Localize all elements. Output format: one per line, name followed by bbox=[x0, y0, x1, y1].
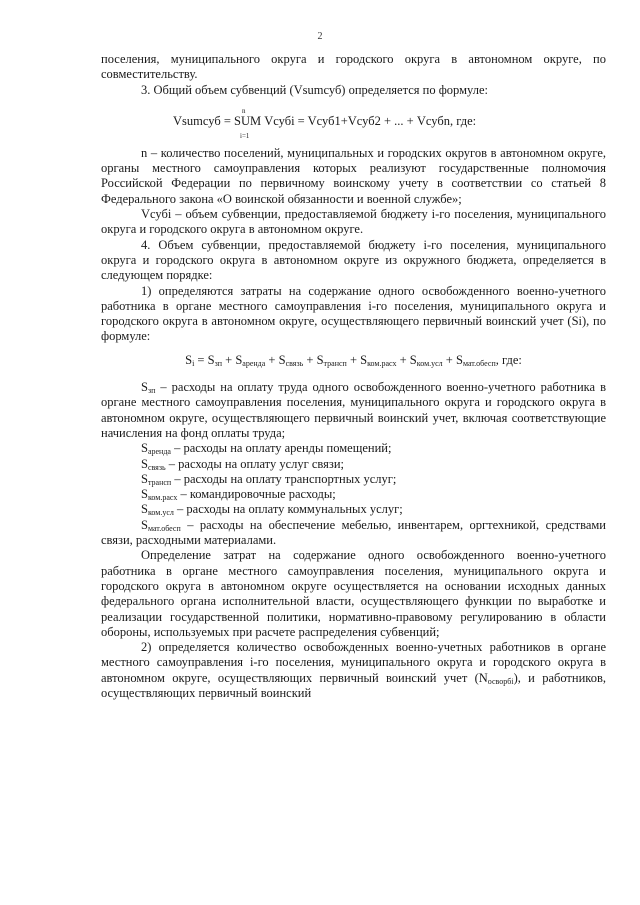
definition-n: n – количество поселений, муниципальных и городских округов в автономном округе, органы местного самоуправления которых реализуют государственные полномочия Российской Федерации по первичному воинскому учету в соответствии со статьей 8 Федерального закона «О воинской обязанности и военной службе»; bbox=[101, 145, 606, 206]
page-number: 2 bbox=[317, 31, 323, 42]
definition-s-komrash: $S_{ком.расх}$ – командировочные расходы; bbox=[141, 487, 336, 503]
sum-lower-limit: i=1 bbox=[240, 131, 250, 140]
item-4-1-paragraph: 1) определяются затраты на содержание одного освобожденного военно-учетного работника в органе местного самоуправления i-го поселения, муниципального округа и городского округа в автономном округе, осуществляющего первичный воинский учет (Si), по формуле: bbox=[101, 283, 606, 344]
formula-rhs: Vсубi = Vсуб1+Vсуб2 + ... + Vсубn, где: bbox=[261, 113, 477, 128]
definition-s-arenda: $S_{аренда}$ – расходы на оплату аренды помещений; bbox=[141, 441, 392, 457]
definition-s-svyaz: $S_{связь}$ – расходы на оплату услуг связи; bbox=[141, 456, 345, 472]
determination-paragraph: Определение затрат на содержание одного освобожденного военно-учетного работника в органе местного самоуправления поселения, муниципального округа и городского округа в автономном округе осуществляется на основании исходных данных федерального органа исполнительной власти, осуществляющего функции по выработке и реализации государственной политики, нормативно-правовому регулированию в области обороны, используемых при расчете распределения субвенций; bbox=[101, 548, 606, 639]
sum-upper-limit: n bbox=[242, 106, 246, 115]
document-body bbox=[101, 52, 606, 701]
definition-vsub: Vсубi – объем субвенции, предоставляемой бюджету i-го поселения, муниципального округа и городского округа в автономном округе. bbox=[101, 207, 606, 237]
definition-s-zp: $S_{зп}$ – расходы на оплату труда одного освобожденного военно-учетного работника в органе местного самоуправления поселения, муниципального округа и городского округа в автономном округе, осуществляющего первичный воинский учет, включая соответствующие начисления на фонд оплаты труда; bbox=[101, 380, 606, 440]
sum-symbol: SUM bbox=[234, 113, 262, 128]
definition-s-komusl: $S_{ком.усл}$ – расходы на оплату коммунальных услуг; bbox=[141, 502, 403, 518]
item-3-paragraph: 3. Общий объем субвенций (Vsumсуб) определяется по формуле: bbox=[141, 82, 488, 97]
item-4-paragraph: 4. Объем субвенции, предоставляемой бюджету i-го поселения, муниципального округа и городского округа в автономном округе из окружного бюджета, определяется в следующем порядке: bbox=[101, 237, 606, 283]
intro-paragraph: поселения, муниципального округа и городского округа в автономном округе, по совместительству. bbox=[101, 52, 606, 82]
item-4-2-paragraph: 2) определяется количество освобожденных военно-учетных работников в органе местного самоуправления i-го поселения, муниципального округа и городского округа в автономном округе, осуществляющих первичный воинский учет $(N_{осворбi})$, и работников, осуществляющих первичный воинский bbox=[101, 640, 606, 700]
formula-lhs: Vsumсуб = bbox=[173, 113, 234, 128]
definition-s-matobesp: $S_{мат.обесп}$ – расходы на обеспечение мебелью, инвентарем, оргтехникой, средствами связи, расходными материалами. bbox=[101, 517, 606, 548]
definition-s-transp: $S_{трансп}$ – расходы на оплату транспортных услуг; bbox=[141, 471, 397, 487]
sum-operator bbox=[234, 106, 262, 140]
subvention-total-formula bbox=[101, 101, 606, 141]
cost-formula: $S_i = S_{зп} + S_{аренда} + S_{связь} + S_{трансп} + S_{ком.расх} + S_{ком.усл} + S_{мат.обесп}$, где: bbox=[185, 352, 522, 368]
